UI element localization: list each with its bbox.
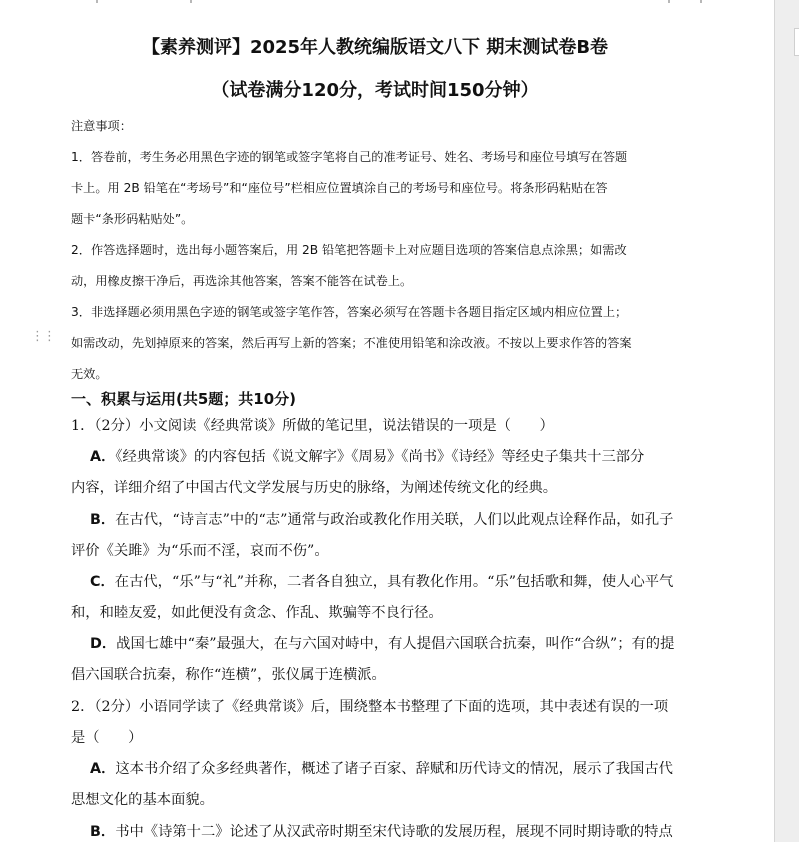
question-2-stem-cont: 是（ ） <box>71 730 143 746</box>
option-text: 战国七雄中“秦”最强大，在与六国对峙中，有人提倡六国联合抗秦，叫作“合纵”；有的提 <box>116 636 675 652</box>
note-line: 3．非选择题必须用黑色字迹的钢笔或签字笔作答，答案必须写在答题卡各题目指定区域内相应位置上； <box>71 305 628 319</box>
q1-option-b-cont: 评价《关雎》为“乐而不淫，哀而不伤”。 <box>71 543 329 559</box>
option-text: 在古代，“诗言志”中的“志”通常与政治或教化作用关联，人们以此观点诠释作品，如孔子 <box>115 512 674 528</box>
document-title: 【素养测评】2025年人教统编版语文八下 期末测试卷B卷 <box>141 37 609 58</box>
option-label: D． <box>90 636 117 652</box>
note-line: 如需改动，先划掉原来的答案，然后再写上新的答案；不准使用铅笔和涂改液。不按以上要求作答的答案 <box>71 336 632 350</box>
option-label: C． <box>90 574 115 590</box>
note-line: 题卡“条形码粘贴处”。 <box>71 212 194 226</box>
note-line: 动，用橡皮擦干净后，再选涂其他答案，答案不能答在试卷上。 <box>71 274 413 288</box>
q1-option-c-cont: 和，和睦友爱，如此便没有贪念、作乱、欺骗等不良行径。 <box>71 605 443 621</box>
document-subtitle: （试卷满分120分，考试时间150分钟） <box>211 80 539 101</box>
option-text: 这本书介绍了众多经典著作，概述了诸子百家、辞赋和历代诗文的情况，展示了我国古代 <box>115 761 673 777</box>
question-1-stem: 1．（2分）小文阅读《经典常谈》所做的笔记里，说法错误的一项是（ ） <box>71 418 554 434</box>
q2-option-a-cont: 思想文化的基本面貌。 <box>71 792 214 808</box>
option-label: B． <box>90 824 116 840</box>
question-2-stem: 2．（2分）小语同学读了《经典常谈》后，围绕整本书整理了下面的选项，其中表述有误的一项 <box>71 699 669 715</box>
q1-option-a-cont: 内容，详细介绍了中国古代文学发展与历史的脉络，为阐述传统文化的经典。 <box>71 480 558 496</box>
notes-heading: 注意事项： <box>71 119 132 133</box>
note-line: 卡上。用 2B 铅笔在“考场号”和“座位号”栏相应位置填涂自己的考场号和座位号。将条形码粘贴在答 <box>71 181 608 195</box>
q1-option-c <box>90 571 673 591</box>
q1-option-d-cont: 倡六国联合抗秦，称作“连横”，张仪属于连横派。 <box>71 667 386 683</box>
option-label: B． <box>90 512 116 528</box>
note-line: 无效。 <box>71 367 108 381</box>
q1-option-d <box>90 633 674 653</box>
option-label: A． <box>90 449 116 465</box>
drag-handle-icon[interactable]: ⋮⋮ <box>31 329 55 344</box>
note-line: 1．答卷前，考生务必用黑色字迹的钢笔或签字笔将自己的准考证号、姓名、考场号和座位号填写在答题 <box>71 150 628 164</box>
option-text: 书中《诗第十二》论述了从汉武帝时期至宋代诗歌的发展历程，展现不同时期诗歌的特点 <box>115 824 673 840</box>
option-label: A． <box>90 761 116 777</box>
ruler-marks <box>0 0 774 4</box>
note-line: 2．作答选择题时，选出每小题答案后，用 2B 铅笔把答题卡上对应题目选项的答案信息点涂黑；如需改 <box>71 243 627 257</box>
q1-option-a <box>90 446 644 466</box>
q2-option-b <box>90 821 673 841</box>
q2-option-a <box>90 758 673 778</box>
q1-option-b <box>90 509 673 529</box>
section-heading: 一、积累与运用(共5题；共10分) <box>71 390 297 408</box>
option-text: 在古代，“乐”与“礼”并称，二者各自独立，具有教化作用。“乐”包括歌和舞，使人心平气 <box>114 574 674 590</box>
panel-toggle-icon[interactable] <box>794 28 799 56</box>
option-text: 《经典常谈》的内容包括《说文解字》《周易》《尚书》《诗经》等经史子集共十三部分 <box>115 449 645 465</box>
side-panel-strip <box>774 0 799 842</box>
